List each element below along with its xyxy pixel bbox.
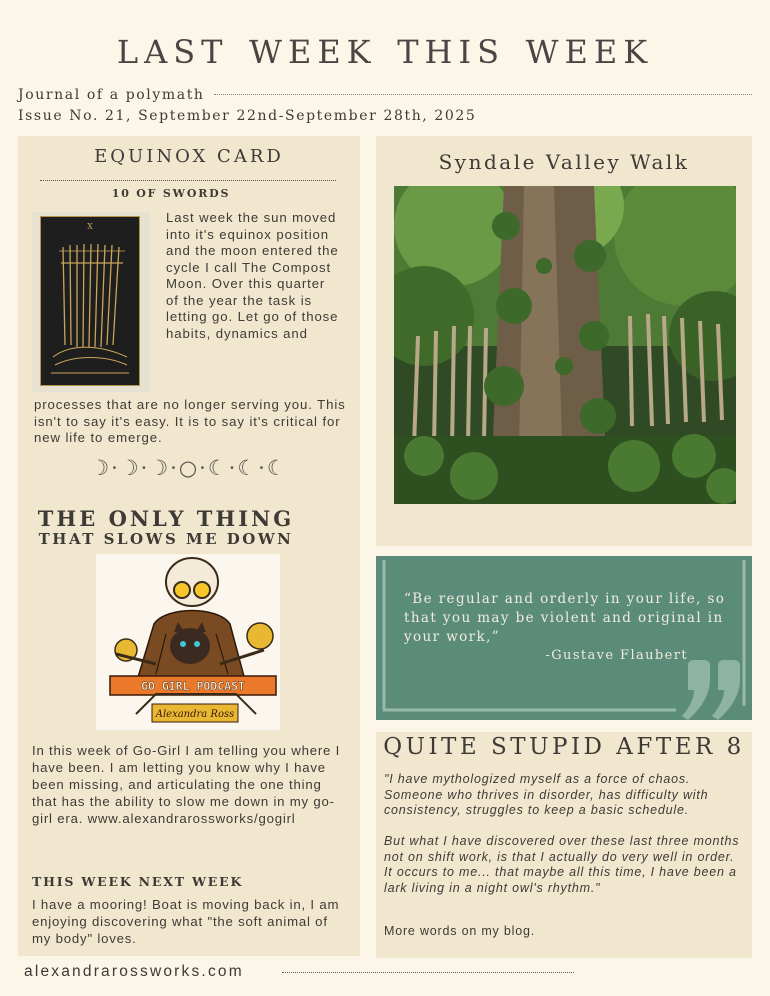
forest-photo-illustration bbox=[394, 186, 736, 504]
card-name: 10 OF SWORDS bbox=[111, 187, 231, 200]
equinox-heading: EQUINOX CARD bbox=[94, 146, 284, 167]
masthead-title: last week this week bbox=[116, 20, 654, 74]
equinox-divider bbox=[40, 180, 336, 181]
stupid-paragraph-2: But what I have discovered over these last three months not on shift work, is that I actually do very well in order. It occurs to me... that maybe all this time, I have been a lark living in a night owl's rhythm." bbox=[384, 834, 740, 895]
blog-link[interactable]: More words on my blog. bbox=[384, 924, 535, 938]
footer-divider bbox=[282, 972, 574, 973]
moon-phases-icon: ☽·☽·☽·○·☾·☾·☾ bbox=[90, 456, 288, 480]
tarot-card-image bbox=[32, 212, 150, 392]
walk-photo bbox=[394, 186, 736, 504]
card-numeral: X bbox=[87, 222, 93, 231]
gogirl-body: In this week of Go-Girl I am telling you where I have been. I am letting you know why I have been missing, and articulating the one thing that has the ability to slow me down in my go-girl era. www.alexandrarossworks/gogirl bbox=[32, 743, 341, 826]
quote-text: “Be regular and orderly in your life, so that you may be violent and original in your work,” bbox=[404, 591, 726, 645]
stupid-paragraph-1: "I have mythologized myself as a force of chaos. Someone who thrives in disorder, has difficulty with consistency, struggles to keep a basic schedule. bbox=[384, 772, 709, 817]
quote-author: -Gustave Flaubert bbox=[545, 648, 688, 663]
podcast-illustration bbox=[96, 554, 280, 730]
closing-quote-icon bbox=[682, 660, 740, 720]
figure-group bbox=[51, 347, 129, 373]
podcast-cover-image bbox=[96, 554, 280, 730]
footer-website-link[interactable]: alexandrarossworks.com bbox=[24, 963, 244, 980]
this-week-next-week-body: I have a mooring! Boat is moving back in, I am enjoying discovering what "the soft animal of my body" loves. bbox=[32, 897, 340, 946]
walk-heading: Syndale Valley Walk bbox=[438, 150, 690, 174]
swords-group bbox=[59, 244, 125, 347]
this-week-next-week-heading: THIS WEEK NEXT WEEK bbox=[32, 874, 244, 889]
header-divider bbox=[214, 94, 752, 95]
slow-down-heading-line1: THE ONLY THING bbox=[37, 506, 295, 531]
issue-line: Issue No. 21, September 22nd-September 28th, 2025 bbox=[18, 108, 477, 124]
equinox-body-part1: Last week the sun moved into it's equinox position and the moon entered the cycle I call The Compost Moon. Over this quarter of the year the task is letting go. Let go of those habits, dynamics and bbox=[166, 210, 339, 341]
ten-of-swords-illustration bbox=[41, 217, 139, 385]
masthead-subtitle: Journal of a polymath bbox=[18, 87, 205, 103]
slow-down-heading-line2: THAT SLOWS ME DOWN bbox=[38, 530, 294, 548]
podcast-author-text: Alexandra Ross bbox=[155, 709, 235, 720]
equinox-body-part2: processes that are no longer serving you. This isn't to say it's easy. It is to say it's critical for new life to emerge. bbox=[34, 397, 346, 445]
podcast-title-text: GO GIRL PODCAST bbox=[141, 679, 245, 693]
stupid-heading: QUITE STUPID AFTER 8 bbox=[383, 734, 745, 760]
